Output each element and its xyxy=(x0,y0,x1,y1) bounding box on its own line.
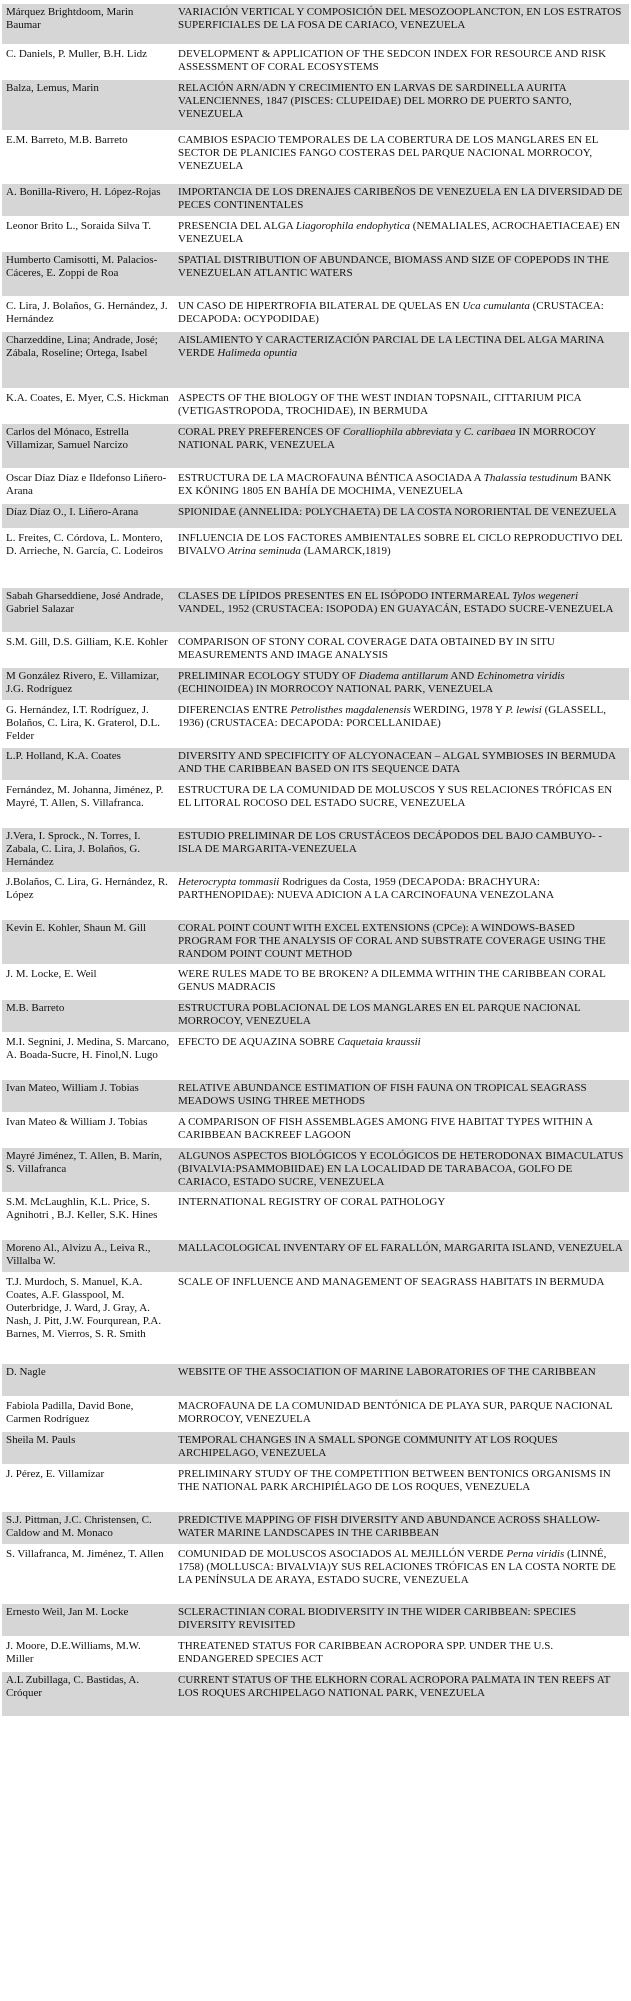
row-title: INTERNATIONAL REGISTRY OF CORAL PATHOLOGY xyxy=(172,1194,629,1238)
row-authors: Ivan Mateo & William J. Tobias xyxy=(2,1114,172,1146)
table-row xyxy=(2,668,629,700)
row-authors: Fabiola Padilla, David Bone, Carmen Rodríguez xyxy=(2,1398,172,1430)
row-title: PRELIMINARY STUDY OF THE COMPETITION BETWEEN BENTONICS ORGANISMS IN THE NATIONAL PARK ARCHIPIÉLAGO DE LOS ROQUES, VENEZUELA xyxy=(172,1466,629,1510)
table-row xyxy=(2,1000,629,1032)
row-title: PREDICTIVE MAPPING OF FISH DIVERSITY AND ABUNDANCE ACROSS SHALLOW-WATER MARINE LANDSCAPES IN THE CARIBBEAN xyxy=(172,1512,629,1544)
row-authors: M González Rivero, E. Villamizar, J.G. Rodríguez xyxy=(2,668,172,700)
row-title: MALLACOLOGICAL INVENTARY OF EL FARALLÓN, MARGARITA ISLAND, VENEZUELA xyxy=(172,1240,629,1272)
row-authors: Fernández, M. Johanna, Jiménez, P. Mayré, T. Allen, S. Villafranca. xyxy=(2,782,172,826)
row-title: WEBSITE OF THE ASSOCIATION OF MARINE LABORATORIES OF THE CARIBBEAN xyxy=(172,1364,629,1396)
row-title: CLASES DE LÍPIDOS PRESENTES EN EL ISÓPODO INTERMAREAL Tylos wegeneri VANDEL, 1952 (CRUSTACEA: ISOPODA) EN GUAYACÁN, ESTADO SUCRE-VENEZUELA xyxy=(172,588,629,632)
row-title: SCALE OF INFLUENCE AND MANAGEMENT OF SEAGRASS HABITATS IN BERMUDA xyxy=(172,1274,629,1362)
table-row xyxy=(2,1604,629,1636)
row-title: Heterocrypta tommasii Rodrigues da Costa, 1959 (DECAPODA: BRACHYURA: PARTHENOPIDAE): NUEVA ADICION A LA CARCINOFAUNA VENEZOLANA xyxy=(172,874,629,918)
row-title: MACROFAUNA DE LA COMUNIDAD BENTÓNICA DE PLAYA SUR, PARQUE NACIONAL MORROCOY, VENEZUELA xyxy=(172,1398,629,1430)
table-row xyxy=(2,966,629,998)
row-authors: Oscar Díaz Díaz e Ildefonso Liñero-Arana xyxy=(2,470,172,502)
row-title: PRELIMINAR ECOLOGY STUDY OF Diadema antillarum AND Echinometra viridis (ECHINOIDEA) IN MORROCOY NATIONAL PARK, VENEZUELA xyxy=(172,668,629,700)
row-authors: A.L Zubillaga, C. Bastidas, A. Cróquer xyxy=(2,1672,172,1716)
row-authors: A. Bonilla-Rivero, H. López-Rojas xyxy=(2,184,172,216)
row-title: A COMPARISON OF FISH ASSEMBLAGES AMONG FIVE HABITAT TYPES WITHIN A CARIBBEAN BACKREEF LAGOON xyxy=(172,1114,629,1146)
table-row xyxy=(2,530,629,586)
table-row xyxy=(2,184,629,216)
row-authors: S.J. Pittman, J.C. Christensen, C. Caldow and M. Monaco xyxy=(2,1512,172,1544)
table-row xyxy=(2,1240,629,1272)
row-authors: E.M. Barreto, M.B. Barreto xyxy=(2,132,172,182)
table-row xyxy=(2,390,629,422)
row-title: CAMBIOS ESPACIO TEMPORALES DE LA COBERTURA DE LOS MANGLARES EN EL SECTOR DE PLANICIES FANGO COSTERAS DEL PARQUE NACIONAL MORROCOY, VENEZUELA xyxy=(172,132,629,182)
row-authors: S.M. Gill, D.S. Gilliam, K.E. Kohler xyxy=(2,634,172,666)
row-title: ESTRUCTURA DE LA COMUNIDAD DE MOLUSCOS Y SUS RELACIONES TRÓFICAS EN EL LITORAL ROCOSO DEL ESTADO SUCRE, VENEZUELA xyxy=(172,782,629,826)
row-authors: Leonor Brito L., Soraida Silva T. xyxy=(2,218,172,250)
table-row xyxy=(2,634,629,666)
table-row xyxy=(2,424,629,468)
row-authors: Charzeddine, Lina; Andrade, José; Zábala, Roseline; Ortega, Isabel xyxy=(2,332,172,388)
row-title: DIFERENCIAS ENTRE Petrolisthes magdalenensis WERDING, 1978 Y P. lewisi (GLASSELL, 1936) (CRUSTACEA: DECAPODA: PORCELLANIDAE) xyxy=(172,702,629,746)
row-authors: Ivan Mateo, William J. Tobias xyxy=(2,1080,172,1112)
table-row xyxy=(2,828,629,872)
row-title: IMPORTANCIA DE LOS DRENAJES CARIBEÑOS DE VENEZUELA EN LA DIVERSIDAD DE PECES CONTINENTALES xyxy=(172,184,629,216)
row-title: CORAL PREY PREFERENCES OF Coralliophila abbreviata y C. caribaea IN MORROCOY NATIONAL PARK, VENEZUELA xyxy=(172,424,629,468)
table-row xyxy=(2,46,629,78)
table-row xyxy=(2,1546,629,1602)
table-row xyxy=(2,218,629,250)
row-title: DIVERSITY AND SPECIFICITY OF ALCYONACEAN – ALGAL SYMBIOSES IN BERMUDA AND THE CARIBBEAN BASED ON ITS SEQUENCE DATA xyxy=(172,748,629,780)
row-title: ESTRUCTURA DE LA MACROFAUNA BÉNTICA ASOCIADA A Thalassia testudinum BANK EX KÖNING 1805 EN BAHÍA DE MOCHIMA, VENEZUELA xyxy=(172,470,629,502)
table-row xyxy=(2,1274,629,1362)
row-title: COMUNIDAD DE MOLUSCOS ASOCIADOS AL MEJILLÓN VERDE Perna viridis (LINNÉ, 1758) (MOLLUSCA: BIVALVIA)Y SUS RELACIONES TRÓFICAS EN LA COSTA NORTE DE LA PENÍNSULA DE ARAYA, ESTADO SUCRE, VENEZUELA xyxy=(172,1546,629,1602)
row-authors: Díaz Díaz O., I. Liñero-Arana xyxy=(2,504,172,528)
row-authors: Sabah Gharseddiene, José Andrade, Gabriel Salazar xyxy=(2,588,172,632)
row-title: RELACIÓN ARN/ADN Y CRECIMIENTO EN LARVAS DE SARDINELLA AURITA VALENCIENNES, 1847 (PISCES: CLUPEIDAE) DEL MORRO DE PUERTO SANTO, VENEZUELA xyxy=(172,80,629,130)
references-table xyxy=(2,2,629,1718)
row-authors: L.P. Holland, K.A. Coates xyxy=(2,748,172,780)
row-title: VARIACIÓN VERTICAL Y COMPOSICIÓN DEL MESOZOOPLANCTON, EN LOS ESTRATOS SUPERFICIALES DE LA FOSA DE CARIACO, VENEZUELA xyxy=(172,4,629,44)
row-authors: J.Bolaños, C. Lira, G. Hernández, R. López xyxy=(2,874,172,918)
table-row xyxy=(2,1638,629,1670)
row-authors: S.M. McLaughlin, K.L. Price, S. Agnihotri , B.J. Keller, S.K. Hines xyxy=(2,1194,172,1238)
row-title: UN CASO DE HIPERTROFIA BILATERAL DE QUELAS EN Uca cumulanta (CRUSTACEA: DECAPODA: OCYPODIDAE) xyxy=(172,298,629,330)
table-row xyxy=(2,1148,629,1192)
row-title: TEMPORAL CHANGES IN A SMALL SPONGE COMMUNITY AT LOS ROQUES ARCHIPELAGO, VENEZUELA xyxy=(172,1432,629,1464)
row-title: SPIONIDAE (ANNELIDA: POLYCHAETA) DE LA COSTA NORORIENTAL DE VENEZUELA xyxy=(172,504,629,528)
row-title: SCLERACTINIAN CORAL BIODIVERSITY IN THE WIDER CARIBBEAN: SPECIES DIVERSITY REVISITED xyxy=(172,1604,629,1636)
row-title: DEVELOPMENT & APPLICATION OF THE SEDCON INDEX FOR RESOURCE AND RISK ASSESSMENT OF CORAL ECOSYSTEMS xyxy=(172,46,629,78)
table-row xyxy=(2,80,629,130)
row-title: RELATIVE ABUNDANCE ESTIMATION OF FISH FAUNA ON TROPICAL SEAGRASS MEADOWS USING THREE METHODS xyxy=(172,1080,629,1112)
row-authors: J. Moore, D.E.Williams, M.W. Miller xyxy=(2,1638,172,1670)
table-row xyxy=(2,332,629,388)
table-row xyxy=(2,782,629,826)
row-title: PRESENCIA DEL ALGA Liagorophila endophytica (NEMALIALES, ACROCHAETIACEAE) EN VENEZUELA xyxy=(172,218,629,250)
row-authors: M.I. Segnini, J. Medina, S. Marcano, A. Boada-Sucre, H. Finol,N. Lugo xyxy=(2,1034,172,1078)
references-table-body xyxy=(2,4,629,1716)
row-title: CORAL POINT COUNT WITH EXCEL EXTENSIONS (CPCe): A WINDOWS-BASED PROGRAM FOR THE ANALYSIS OF CORAL AND SUBSTRATE COVERAGE USING THE RANDOM POINT COUNT METHOD xyxy=(172,920,629,964)
row-title: ESTUDIO PRELIMINAR DE LOS CRUSTÁCEOS DECÁPODOS DEL BAJO CAMBUYO- -ISLA DE MARGARITA-VENEZUELA xyxy=(172,828,629,872)
row-authors: C. Daniels, P. Muller, B.H. Lidz xyxy=(2,46,172,78)
table-row xyxy=(2,702,629,746)
table-row xyxy=(2,1080,629,1112)
table-row xyxy=(2,1114,629,1146)
row-authors: K.A. Coates, E. Myer, C.S. Hickman xyxy=(2,390,172,422)
row-authors: Carlos del Mónaco, Estrella Villamizar, Samuel Narcizo xyxy=(2,424,172,468)
row-authors: Humberto Camisotti, M. Palacios-Cáceres, E. Zoppi de Roa xyxy=(2,252,172,296)
table-row xyxy=(2,874,629,918)
table-row xyxy=(2,588,629,632)
row-authors: Mayré Jiménez, T. Allen, B. Marín, S. Villafranca xyxy=(2,1148,172,1192)
row-title: EFECTO DE AQUAZINA SOBRE Caquetaia kraussii xyxy=(172,1034,629,1078)
row-authors: S. Villafranca, M. Jiménez, T. Allen xyxy=(2,1546,172,1602)
row-authors: C. Lira, J. Bolaños, G. Hernández, J. Hernández xyxy=(2,298,172,330)
row-title: INFLUENCIA DE LOS FACTORES AMBIENTALES SOBRE EL CICLO REPRODUCTIVO DEL BIVALVO Atrina seminuda (LAMARCK,1819) xyxy=(172,530,629,586)
row-title: COMPARISON OF STONY CORAL COVERAGE DATA OBTAINED BY IN SITU MEASUREMENTS AND IMAGE ANALYSIS xyxy=(172,634,629,666)
table-row xyxy=(2,1432,629,1464)
table-row xyxy=(2,132,629,182)
row-title: CURRENT STATUS OF THE ELKHORN CORAL ACROPORA PALMATA IN TEN REEFS AT LOS ROQUES ARCHIPELAGO NATIONAL PARK, VENEZUELA xyxy=(172,1672,629,1716)
row-authors: J. M. Locke, E. Weil xyxy=(2,966,172,998)
table-row xyxy=(2,470,629,502)
row-authors: Kevin E. Kohler, Shaun M. Gill xyxy=(2,920,172,964)
table-row xyxy=(2,1672,629,1716)
table-row xyxy=(2,1364,629,1396)
table-row xyxy=(2,1466,629,1510)
row-title: SPATIAL DISTRIBUTION OF ABUNDANCE, BIOMASS AND SIZE OF COPEPODS IN THE VENEZUELAN ATLANTIC WATERS xyxy=(172,252,629,296)
row-authors: Márquez Brightdoom, Marin Baumar xyxy=(2,4,172,44)
table-row xyxy=(2,504,629,528)
row-authors: J.Vera, I. Sprock., N. Torres, I. Zabala, C. Lira, J. Bolaños, G. Hernández xyxy=(2,828,172,872)
table-row xyxy=(2,252,629,296)
row-title: ASPECTS OF THE BIOLOGY OF THE WEST INDIAN TOPSNAIL, CITTARIUM PICA (VETIGASTROPODA, TROCHIDAE), IN BERMUDA xyxy=(172,390,629,422)
row-authors: Sheila M. Pauls xyxy=(2,1432,172,1464)
row-title: WERE RULES MADE TO BE BROKEN? A DILEMMA WITHIN THE CARIBBEAN CORAL GENUS MADRACIS xyxy=(172,966,629,998)
row-authors: D. Nagle xyxy=(2,1364,172,1396)
table-row xyxy=(2,1034,629,1078)
row-title: THREATENED STATUS FOR CARIBBEAN ACROPORA SPP. UNDER THE U.S. ENDANGERED SPECIES ACT xyxy=(172,1638,629,1670)
row-authors: Moreno Al., Alvizu A., Leiva R., Villalba W. xyxy=(2,1240,172,1272)
table-row xyxy=(2,1194,629,1238)
row-title: ESTRUCTURA POBLACIONAL DE LOS MANGLARES EN EL PARQUE NACIONAL MORROCOY, VENEZUELA xyxy=(172,1000,629,1032)
table-row xyxy=(2,748,629,780)
table-row xyxy=(2,1398,629,1430)
row-authors: T.J. Murdoch, S. Manuel, K.A. Coates, A.F. Glasspool, M. Outerbridge, J. Ward, J. Gray, A. Nash, J. Pitt, J.W. Fourqurean, P.A. Barnes, M. Vierros, S. R. Smith xyxy=(2,1274,172,1362)
row-authors: G. Hernández, I.T. Rodríguez, J. Bolaños, C. Lira, K. Graterol, D.L. Felder xyxy=(2,702,172,746)
table-row xyxy=(2,920,629,964)
row-authors: Ernesto Weil, Jan M. Locke xyxy=(2,1604,172,1636)
row-authors: J. Pérez, E. Villamizar xyxy=(2,1466,172,1510)
row-authors: Balza, Lemus, Marin xyxy=(2,80,172,130)
row-authors: M.B. Barreto xyxy=(2,1000,172,1032)
table-row xyxy=(2,298,629,330)
row-title: ALGUNOS ASPECTOS BIOLÓGICOS Y ECOLÓGICOS DE HETERODONAX BIMACULATUS (BIVALVIA:PSAMMOBIIDAE) EN LA LOCALIDAD DE TARABACOA, GOLFO DE CARIACO, ESTADO SUCRE, VENEZUELA xyxy=(172,1148,629,1192)
table-row xyxy=(2,4,629,44)
table-row xyxy=(2,1512,629,1544)
row-authors: L. Freites, C. Córdova, L. Montero, D. Arrieche, N. García, C. Lodeiros xyxy=(2,530,172,586)
row-title: AISLAMIENTO Y CARACTERIZACIÓN PARCIAL DE LA LECTINA DEL ALGA MARINA VERDE Halimeda opuntia xyxy=(172,332,629,388)
